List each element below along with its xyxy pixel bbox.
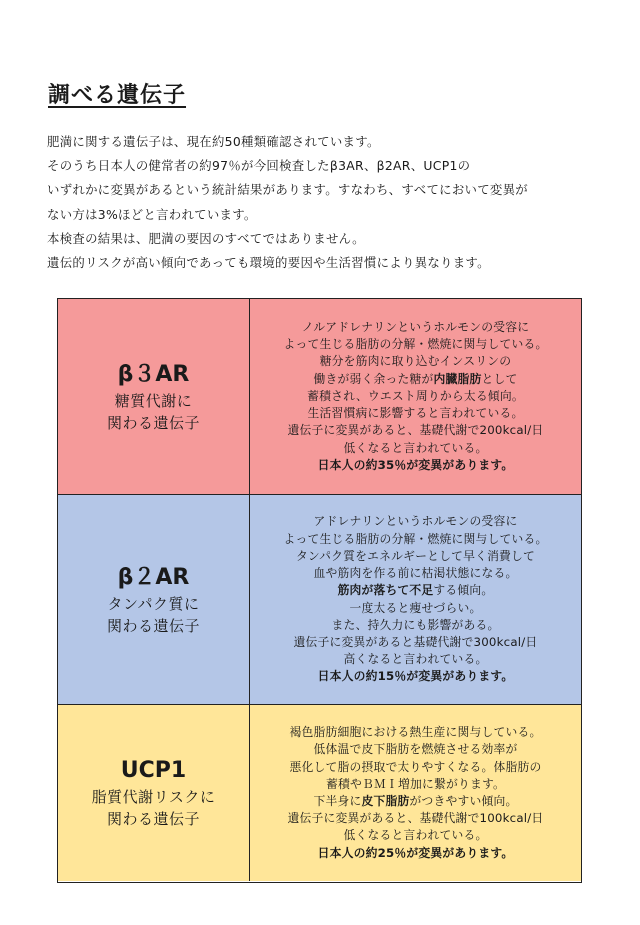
description-text: よって生じる脂肪の分解・燃焼に関与している。: [283, 337, 548, 352]
gene-label-cell: [58, 495, 250, 704]
description-line: [308, 405, 524, 422]
description-line: [344, 827, 488, 844]
description-text: 血や筋肉を作る前に枯渇状態になる。: [313, 566, 518, 581]
emphasis-text: 日本人の約15％が変異があります。: [317, 669, 514, 684]
gene-name: β３AR: [117, 361, 190, 387]
gene-name: UCP1: [120, 758, 187, 783]
gene-table: [57, 298, 582, 883]
description-text: 低体温で皮下脂肪を燃焼させる効率が: [313, 742, 518, 757]
gene-role: タンパク質に: [107, 594, 200, 613]
description-line: [314, 513, 518, 530]
description-line: [302, 319, 529, 336]
description-text: 褐色脂肪細胞における熱生産に関与している。: [289, 725, 542, 740]
description-line: [290, 759, 542, 776]
description-text: 蓄積やＢＭＩ増加に繋がります。: [325, 776, 505, 791]
gene-row-b3ar: [58, 299, 581, 495]
intro-line: そのうち日本人の健常者の約97％が今回検査したβ3AR、β2AR、UCP1の: [47, 158, 471, 174]
description-line: [320, 353, 512, 370]
description-text: 悪化して脂の摂取で太りやすくなる。体脂肪の: [289, 759, 542, 774]
description-line: [314, 741, 518, 758]
description-text: 生活習慣病に影響すると言われている。: [307, 406, 524, 421]
description-line: [288, 810, 544, 827]
description-line: [318, 668, 514, 685]
description-line: [318, 845, 514, 862]
description-text: 高くなると言われている。: [343, 652, 488, 667]
description-line: [284, 531, 548, 548]
description-text: として: [481, 371, 518, 386]
intro-line: ない方は3%ほどと言われています。: [47, 206, 257, 222]
gene-role: 関わる遺伝子: [106, 810, 200, 828]
description-text: 遺伝子に変異があると基礎代謝で300kcal/日: [293, 634, 538, 649]
description-text: タンパク質をエネルギーとして早く消費して: [295, 548, 536, 563]
emphasis-text: 日本人の約25％が変異があります。: [317, 845, 514, 860]
description-text: アドレナリンというホルモンの受容に: [313, 514, 518, 529]
description-line: [344, 440, 488, 457]
description-line: [314, 371, 518, 388]
intro-line: 肥満に関する遺伝子は、現在約50種類確認されています。: [47, 134, 380, 149]
description-line: [290, 724, 542, 741]
description-text: 遺伝子に変異があると、基礎代謝で200kcal/日: [287, 423, 544, 438]
description-line: [284, 336, 548, 353]
description-line: [332, 617, 500, 634]
description-text: 下半身に: [313, 794, 362, 808]
intro-text: [47, 130, 607, 275]
description-text: 蓄積され、ウエスト周りから太る傾向。: [307, 388, 524, 403]
description-line: [307, 388, 524, 405]
description-text: 糖分を筋肉に取り込むインスリンの: [319, 354, 512, 369]
gene-role: 糖質代謝に: [114, 391, 193, 410]
description-text: 一度太ると痩せづらい。: [349, 600, 482, 615]
emphasis-text: 筋肉が落ちて不足: [337, 583, 434, 598]
description-text: 働きが弱く余った糖が: [313, 371, 434, 386]
description-line: [314, 793, 518, 810]
description-line: [288, 422, 544, 439]
description-line: [296, 548, 535, 565]
gene-label-cell: [58, 705, 250, 881]
gene-description: [250, 705, 581, 881]
description-text: よって生じる脂肪の分解・燃焼に関与している。: [283, 531, 548, 546]
description-text: ノルアドレナリンというホルモンの受容に: [301, 320, 530, 335]
intro-line: 本検査の結果は、肥満の要因のすべてではありません。: [47, 230, 365, 246]
description-text: する傾向。: [433, 583, 494, 598]
description-line: [314, 565, 518, 582]
emphasis-text: 日本人の約35％が変異があります。: [317, 457, 514, 472]
page-title: 調べる遺伝子: [48, 83, 187, 108]
gene-description: [250, 495, 581, 704]
intro-line: 遺伝的リスクが高い傾向であっても環境的要因や生活習慣により異なります。: [47, 255, 490, 271]
description-line: [350, 600, 482, 617]
gene-description: [250, 299, 581, 494]
description-line: [318, 457, 514, 474]
description-line: [338, 582, 494, 599]
gene-role: 関わる遺伝子: [106, 616, 200, 635]
description-line: [326, 776, 505, 793]
gene-row-ucp1: [58, 705, 581, 881]
description-line: [344, 651, 488, 668]
description-text: がつきやすい傾向。: [409, 794, 518, 808]
description-text: 低くなると言われている。: [343, 828, 488, 843]
gene-role: 脂質代謝リスクに: [91, 788, 216, 806]
gene-name: β２AR: [117, 564, 190, 590]
intro-line: いずれかに変異があるという統計結果があります。すなわち、すべてにおいて変異が: [47, 182, 529, 198]
description-text: 遺伝子に変異があると、基礎代謝で100kcal/日: [287, 811, 544, 826]
gene-role: 関わる遺伝子: [106, 413, 200, 432]
gene-label-cell: [58, 299, 250, 494]
description-text: また、持久力にも影響がある。: [331, 617, 500, 632]
description-text: 低くなると言われている。: [343, 440, 488, 455]
gene-row-b2ar: [58, 495, 581, 705]
emphasis-text: 内臓脂肪: [433, 371, 482, 386]
description-line: [294, 634, 538, 651]
emphasis-text: 皮下脂肪: [361, 794, 410, 808]
